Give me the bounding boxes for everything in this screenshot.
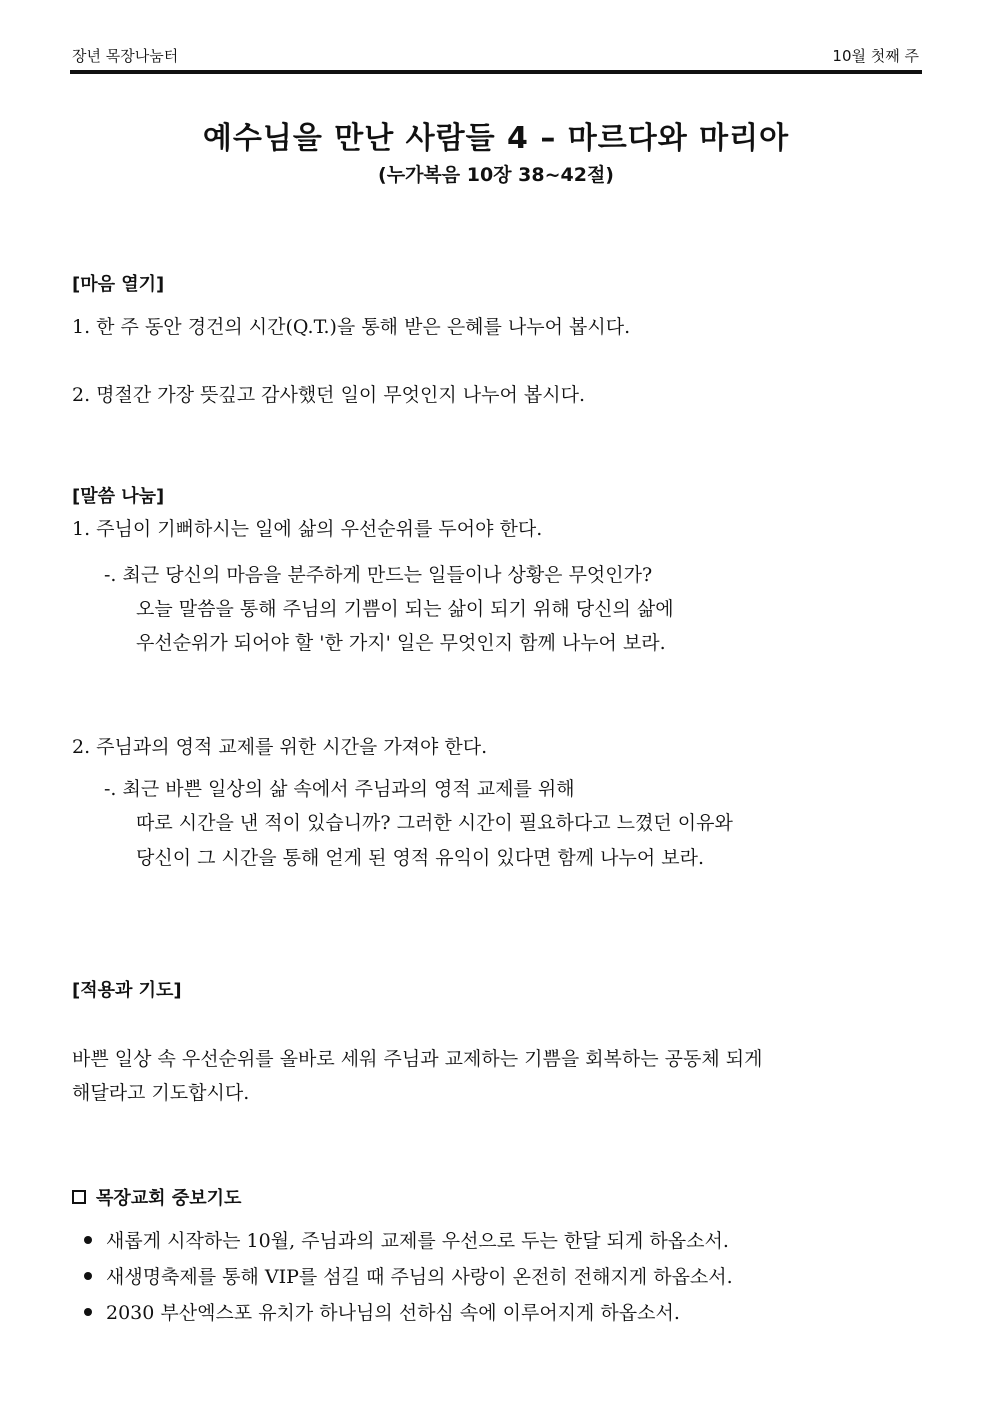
word-q1-main: 1. 주님이 기뻐하시는 일에 삶의 우선순위를 두어야 한다. xyxy=(72,518,543,540)
bullet-dot-icon xyxy=(84,1272,92,1280)
intercession-heading-text: 목장교회 중보기도 xyxy=(96,1188,242,1209)
section-heading-word-sharing: [말씀 나눔] xyxy=(72,486,165,507)
word-q2-sub-1: -. 최근 바쁜 일상의 삶 속에서 주님과의 영적 교제를 위해 xyxy=(104,778,575,800)
word-q1-sub-2: 오늘 말씀을 통해 주님의 기쁨이 되는 삶이 되기 위해 당신의 삶에 xyxy=(136,598,674,620)
apply-pray-line-2: 해달라고 기도합시다. xyxy=(72,1082,250,1104)
open-heart-item-1: 1. 한 주 동안 경건의 시간(Q.T.)을 통해 받은 은혜를 나누어 봅시다. xyxy=(72,316,631,338)
intercession-bullet-text: 2030 부산엑스포 유치가 하나님의 선하심 속에 이루어지게 하옵소서. xyxy=(106,1302,680,1324)
intercession-bullet xyxy=(84,1226,729,1253)
page-subtitle: (누가복음 10장 38~42절) xyxy=(378,164,614,186)
intercession-bullet xyxy=(84,1262,733,1289)
word-q2-main: 2. 주님과의 영적 교제를 위한 시간을 가져야 한다. xyxy=(72,736,488,758)
intercession-bullet-text: 새롭게 시작하는 10월, 주님과의 교제를 우선으로 두는 한달 되게 하옵소서. xyxy=(106,1230,729,1252)
word-q1-sub-1: -. 최근 당신의 마음을 분주하게 만드는 일들이나 상황은 무엇인가? xyxy=(104,564,653,586)
section-heading-intercession xyxy=(72,1184,241,1210)
open-heart-item-2: 2. 명절간 가장 뜻깊고 감사했던 일이 무엇인지 나누어 봅시다. xyxy=(72,384,585,406)
word-q2-sub-2: 따로 시간을 낸 적이 있습니까? 그러한 시간이 필요하다고 느꼈던 이유와 xyxy=(136,812,733,834)
page-title: 예수님을 만난 사람들 4 – 마르다와 마리아 xyxy=(202,121,790,156)
apply-pray-line-1: 바쁜 일상 속 우선순위를 올바로 세워 주님과 교제하는 기쁨을 회복하는 공동체 되게 xyxy=(72,1048,763,1070)
intercession-bullet-text: 새생명축제를 통해 VIP를 섬길 때 주님의 사랑이 온전히 전해지게 하옵소서. xyxy=(106,1266,733,1288)
section-heading-open-heart: [마음 열기] xyxy=(72,274,165,295)
word-q1-sub-3: 우선순위가 되어야 할 '한 가지' 일은 무엇인지 함께 나누어 보라. xyxy=(136,632,666,654)
header-left: 장년 목장나눔터 xyxy=(72,47,179,65)
header-right: 10월 첫째 주 xyxy=(832,47,919,65)
bullet-dot-icon xyxy=(84,1308,92,1316)
bullet-dot-icon xyxy=(84,1236,92,1244)
header-divider xyxy=(70,70,922,74)
checkbox-square-icon xyxy=(72,1190,86,1204)
section-heading-apply-pray: [적용과 기도] xyxy=(72,980,182,1001)
word-q2-sub-3: 당신이 그 시간을 통해 얻게 된 영적 유익이 있다면 함께 나누어 보라. xyxy=(136,847,705,869)
intercession-bullet xyxy=(84,1298,680,1325)
